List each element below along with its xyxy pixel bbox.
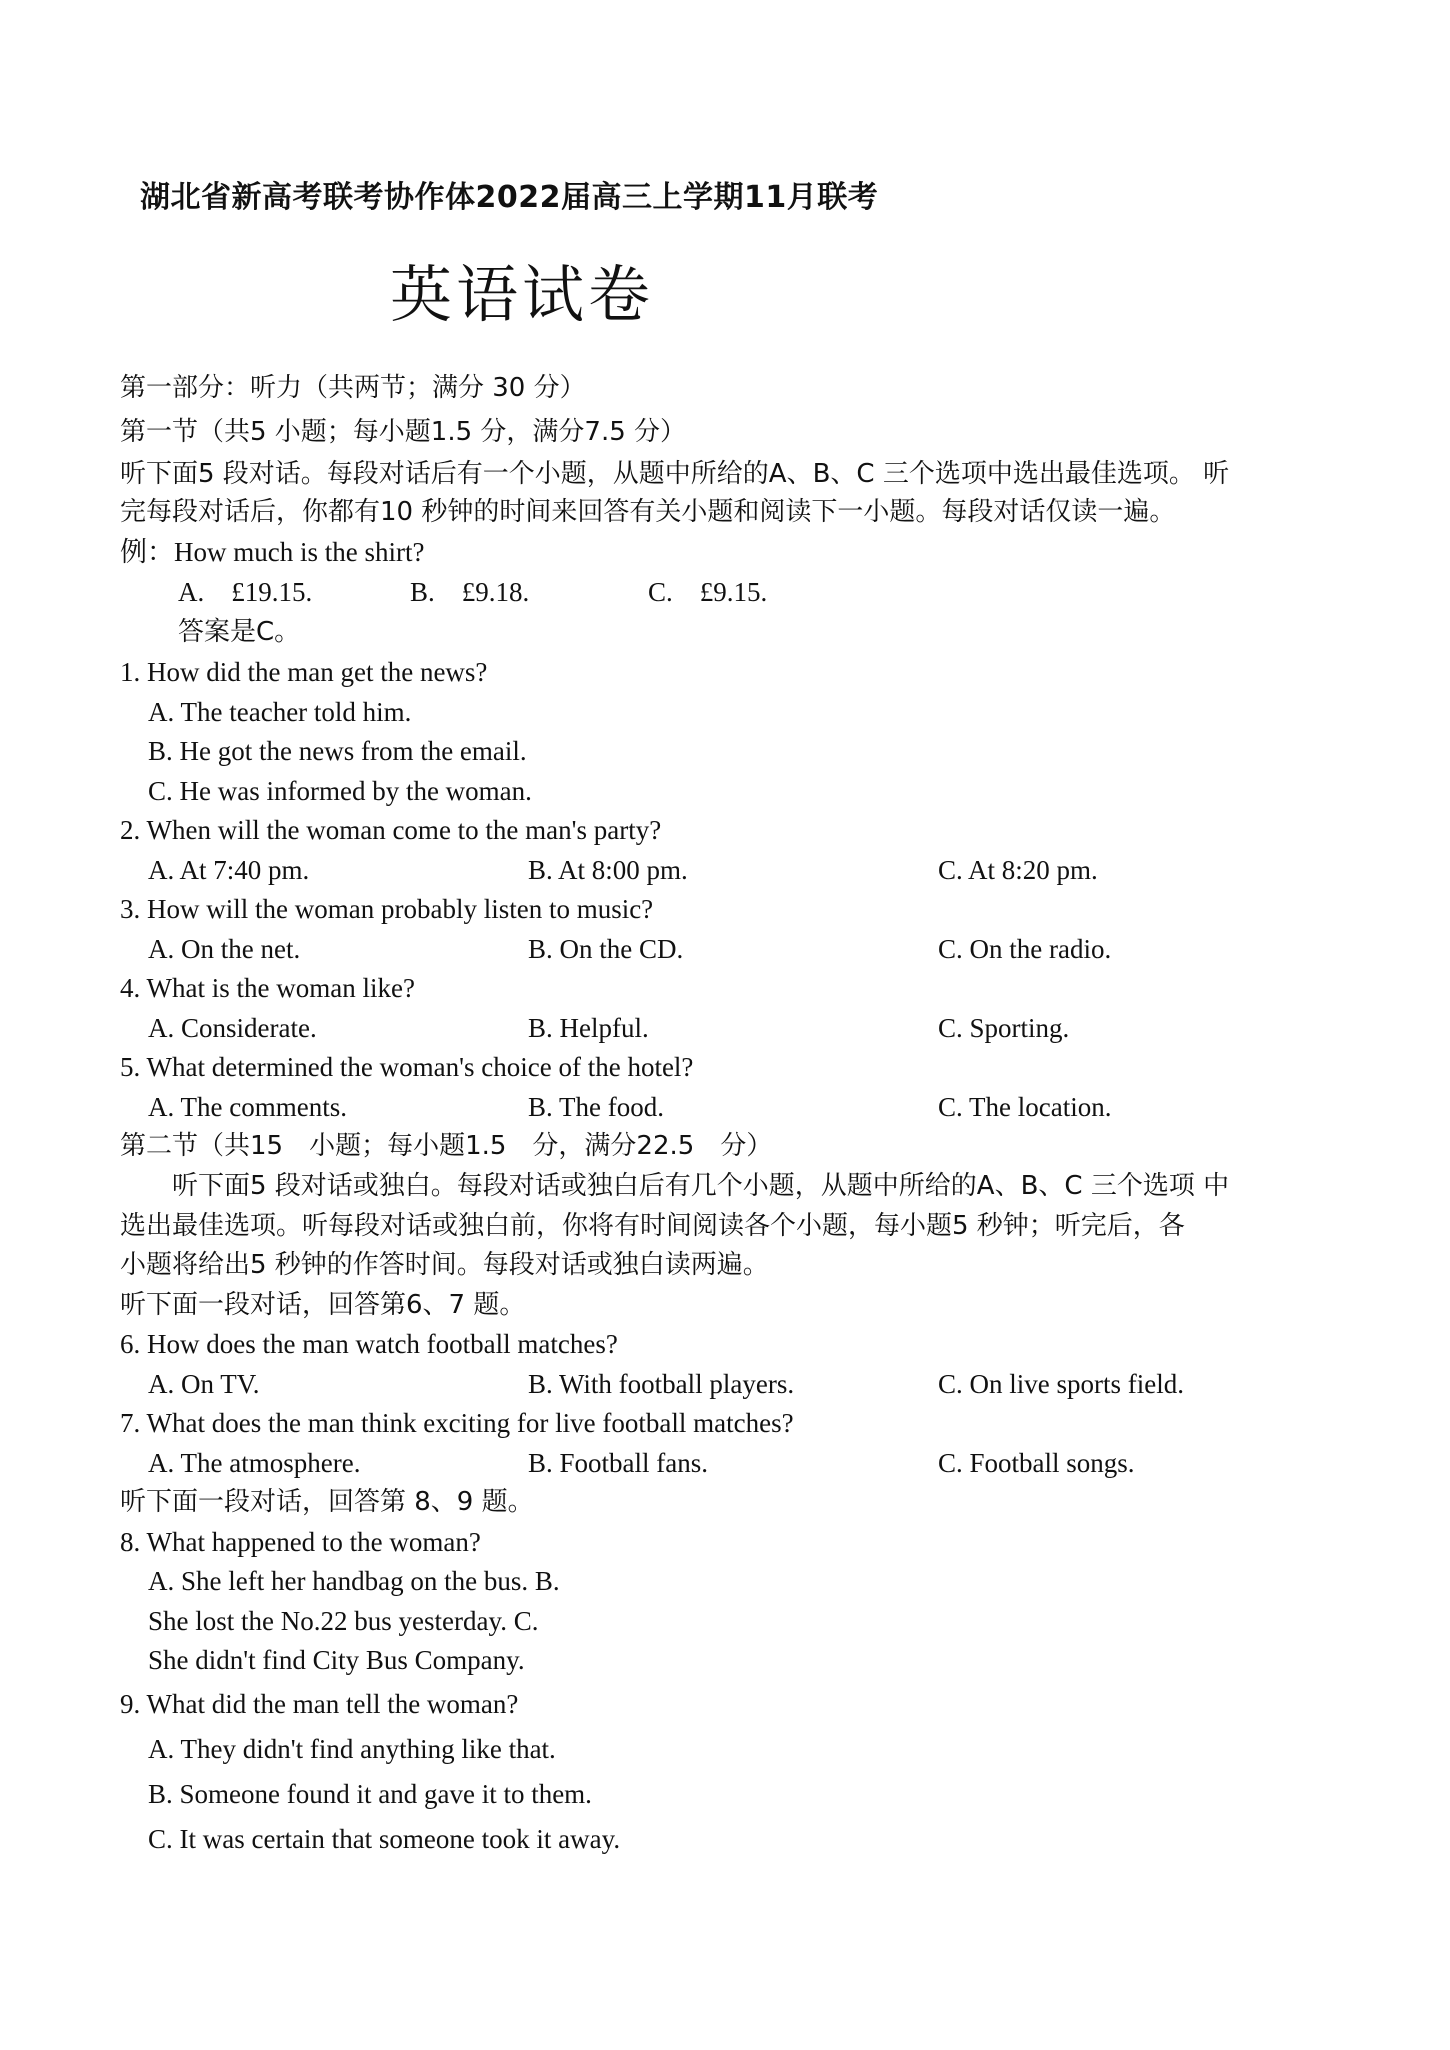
question-2: 2. When will the woman come to the man's party? <box>120 815 662 845</box>
q5-option-c: C. The location. <box>938 1092 1112 1122</box>
section2-instruction-3: 小题将给出5 秒钟的作答时间。每段对话或独白读两遍。 <box>120 1250 769 1280</box>
section1-heading: 第一节（共5 小题；每小题1.5 分，满分7.5 分） <box>120 417 687 447</box>
q5-option-a: A. The comments. <box>148 1092 347 1122</box>
question-1: 1. How did the man get the news? <box>120 657 488 687</box>
q7-option-c: C. Football songs. <box>938 1448 1135 1478</box>
q8-options-line-3: She didn't find City Bus Company. <box>148 1645 525 1675</box>
q9-option-c: C. It was certain that someone took it away. <box>148 1824 621 1854</box>
listen-instruction-6-7: 听下面一段对话，回答第6、7 题。 <box>120 1290 526 1320</box>
q2-option-c: C. At 8:20 pm. <box>938 855 1098 885</box>
q3-option-c: C. On the radio. <box>938 934 1112 964</box>
example-option-b: B. £9.18. <box>410 577 530 607</box>
q2-option-b: B. At 8:00 pm. <box>528 855 688 885</box>
q1-option-a: A. The teacher told him. <box>148 697 412 727</box>
question-5: 5. What determined the woman's choice of the hotel? <box>120 1052 694 1082</box>
q6-option-c: C. On live sports field. <box>938 1369 1184 1399</box>
example-option-c: C. £9.15. <box>648 577 768 607</box>
section2-heading: 第二节（共15 小题；每小题1.5 分，满分22.5 分） <box>120 1131 773 1161</box>
question-9: 9. What did the man tell the woman? <box>120 1689 519 1719</box>
q6-option-a: A. On TV. <box>148 1369 260 1399</box>
question-3: 3. How will the woman probably listen to music? <box>120 894 654 924</box>
q9-option-a: A. They didn't find anything like that. <box>148 1734 556 1764</box>
q1-option-b: B. He got the news from the email. <box>148 736 527 766</box>
q8-options-line-1: A. She left her handbag on the bus. B. <box>148 1566 560 1596</box>
example-answer: 答案是C。 <box>178 617 301 647</box>
section1-instruction-1: 听下面5 段对话。每段对话后有一个小题，从题中所给的A、B、C 三个选项中选出最佳选项。 听 <box>120 459 1230 489</box>
q5-option-b: B. The food. <box>528 1092 664 1122</box>
q4-option-a: A. Considerate. <box>148 1013 317 1043</box>
q6-option-b: B. With football players. <box>528 1369 795 1399</box>
section1-instruction-2: 完每段对话后，你都有10 秒钟的时间来回答有关小题和阅读下一小题。每段对话仅读一遍。 <box>120 497 1176 527</box>
section2-instruction-2: 选出最佳选项。听每段对话或独白前，你将有时间阅读各个小题，每小题5 秒钟；听完后，各 <box>120 1211 1185 1241</box>
question-8: 8. What happened to the woman? <box>120 1527 481 1557</box>
example-option-a: A. £19.15. <box>178 577 313 607</box>
question-7: 7. What does the man think exciting for live football matches? <box>120 1408 794 1438</box>
q3-option-a: A. On the net. <box>148 934 301 964</box>
q3-option-b: B. On the CD. <box>528 934 684 964</box>
q9-option-b: B. Someone found it and gave it to them. <box>148 1779 592 1809</box>
q2-option-a: A. At 7:40 pm. <box>148 855 310 885</box>
section2-instruction-1: 听下面5 段对话或独白。每段对话或独白后有几个小题，从题中所给的A、B、C 三个选项 中 <box>120 1171 1230 1201</box>
part1-heading: 第一部分：听力（共两节；满分 30 分） <box>120 373 586 403</box>
q4-option-b: B. Helpful. <box>528 1013 649 1043</box>
q1-option-c: C. He was informed by the woman. <box>148 776 532 806</box>
listen-instruction-8-9: 听下面一段对话，回答第 8、9 题。 <box>120 1487 534 1517</box>
q8-options-line-2: She lost the No.22 bus yesterday. C. <box>148 1606 539 1636</box>
exam-title: 英语试卷 <box>390 258 655 331</box>
q4-option-c: C. Sporting. <box>938 1013 1070 1043</box>
question-4: 4. What is the woman like? <box>120 973 415 1003</box>
example-question: 例：How much is the shirt? <box>120 537 425 567</box>
q7-option-a: A. The atmosphere. <box>148 1448 361 1478</box>
question-6: 6. How does the man watch football matches? <box>120 1329 618 1359</box>
q7-option-b: B. Football fans. <box>528 1448 708 1478</box>
exam-header: 湖北省新高考联考协作体2022届高三上学期11月联考 <box>140 180 879 215</box>
